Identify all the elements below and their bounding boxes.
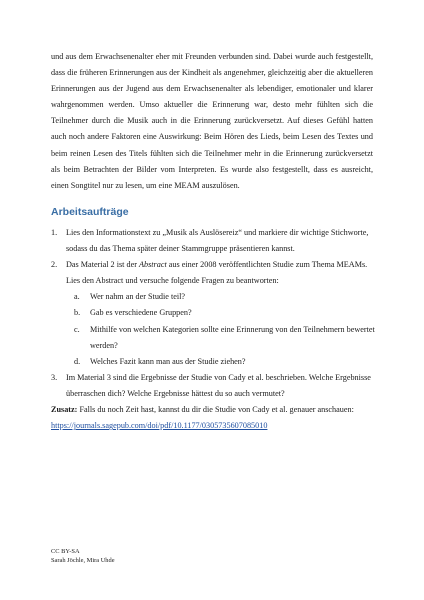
subtask-text: Gab es verschiedene Gruppen? [90,308,192,318]
subtask-item-c [74,322,381,354]
tasks-heading: Arbeitsaufträge [51,206,129,218]
subtask-letter: d. [74,356,81,366]
task-text-after: aus einer 2008 veröffentlichten Studie zum Thema MEAMs. Lies den Abstract und versuche folgende Fragen zu beantworten: [66,260,368,286]
subtask-text: Welches Fazit kann man aus der Studie ziehen? [90,356,246,366]
subtask-text: Wer nahm an der Studie teil? [90,292,186,302]
task-item-2 [51,257,381,289]
subtask-letter: c. [74,324,80,334]
task-text [66,257,381,289]
task-number: 2. [51,260,58,270]
subtask-letter: b. [74,308,81,318]
task-number: 3. [51,372,58,382]
subtask-item-b [74,305,381,321]
task-list [51,225,381,434]
authors-text: Sarah Jöchle, Mira Uhde [51,557,115,564]
task-text: Lies den Informationstext zu „Musik als Auslösereiz“ und markiere dir wichtige Stichworte, sodass du das Thema später deiner Stammgruppe präsentieren kannst. [66,228,369,254]
page-footer [51,547,115,565]
study-link[interactable]: https://journals.sagepub.com/doi/pdf/10.1177/030573560708501​0 [51,421,268,431]
task-text-before: Das Material 2 ist der [66,260,139,270]
license-text: CC BY-SA [51,548,80,555]
body-paragraph: und aus dem Erwachsenenalter eher mit Freunden verbunden sind. Dabei wurde auch festgestellt, dass die früheren Erinnerungen aus der Kindheit als angenehmer, gleichzeitig aber die aktuelleren Erinnerungen aus der Jugend aus dem Erwachsenenalter als lebendiger, emotionaler und klarer wahrgenommen werden. Umso aktueller die Erinnerung war, desto mehr fühlten sich die Teilnehmer durch die Musik auch in die Erinnerung zurückversetzt. Auf dieses Gefühl hatten auch noch andere Faktoren eine Auswirkung: Beim Hören des Lieds, beim Lesen des Textes und beim reinen Lesen des Titels fühlten sich die Teilnehmer mehr in die Erinnerung zurückversetzt als beim Betrachten der Bilder vom Interpreten. Es wurde also festgestellt, dass es ausreicht, einen Songtitel nur zu lesen, um eine MEAM auszulösen. [51,52,373,190]
task-item-3 [51,370,381,402]
task-item-1 [51,225,381,257]
task-number: 1. [51,228,58,237]
task-text: Im Material 3 sind die Ergebnisse der Studie von Cady et al. beschrieben. Welche Ergebnisse überraschen dich? Welche Ergebnisse hättest du so auch vermutet? [66,372,371,398]
subtask-item-d [74,354,381,370]
subtask-text: Mithilfe von welchen Kategorien sollte eine Erinnerung von den Teilnehmern bewertet werden? [90,324,375,350]
task-text-emphasis: Abstract [138,260,167,270]
zusatz-block [51,402,381,434]
zusatz-text: Falls du noch Zeit hast, kannst du dir die Studie von Cady et al. genauer anschauen: [77,405,354,415]
subtask-letter: a. [74,292,80,302]
subtask-item-a [74,289,381,305]
zusatz-label: Zusatz: [51,405,78,415]
